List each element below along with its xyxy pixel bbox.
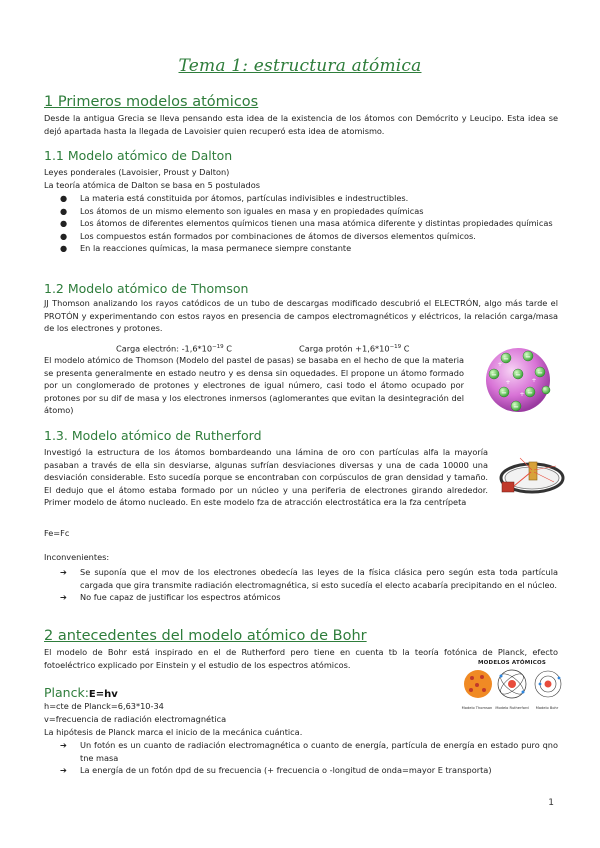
photon-item <box>44 764 558 777</box>
electron-charge-exponent: −19 <box>212 344 224 350</box>
planck-constant-line: h=cte de Planck=6,63*10-34 <box>44 701 164 711</box>
section-1-1-heading: 1.1 Modelo atómico de Dalton <box>44 148 233 163</box>
arrow-right-icon: ➔ <box>60 765 67 776</box>
dalton-postulate-text: En la reacciones químicas, la masa permanece siempre constante <box>80 243 352 254</box>
proton-charge-unit: C <box>403 343 410 354</box>
bullet-icon: ● <box>60 230 68 241</box>
atomic-models-image <box>460 660 564 720</box>
svg-text:+: + <box>497 361 503 368</box>
planck-hypothesis-line: La hipótesis de Planck marca el inicio de la mecánica cuántica. <box>44 727 303 737</box>
section-1-3-heading: 1.3. Modelo atómico de Rutherford <box>44 428 262 443</box>
inconvenientes-label: Inconvenientes: <box>44 552 110 562</box>
dalton-line-2: La teoría atómica de Dalton se basa en 5 postulados <box>44 180 261 190</box>
svg-text:−: − <box>503 355 509 363</box>
svg-text:−: − <box>491 371 497 379</box>
svg-text:−: − <box>525 353 531 361</box>
electron-charge-value: Carga electrón: -1,6*10 <box>116 343 213 354</box>
proton-charge-exponent: −19 <box>389 344 402 350</box>
svg-text:−: − <box>527 389 533 397</box>
dalton-postulate-text: Los átomos de un mismo elemento son iguales en masa y en propiedades químicas <box>80 205 424 216</box>
atomic-models-drawing <box>460 666 564 702</box>
planck-heading <box>44 682 118 701</box>
svg-text:−: − <box>501 389 507 397</box>
dalton-line-1: Leyes ponderales (Lavoisier, Proust y Dalton) <box>44 167 230 177</box>
bohr-paragraph: El modelo de Bohr está inspirado en el de Rutherford pero tiene en cuenta tb la teoría fotónica de Planck, efecto fotoeléctrico explicado por Einstein y el estudio de los espectros atómicos. <box>44 647 558 670</box>
model-label-bohr: Modelo Bohr <box>535 706 559 710</box>
atomic-models-title: MODELOS ATÓMICOS <box>478 660 546 666</box>
arrow-right-icon: ➔ <box>60 592 67 603</box>
planck-equation: E=hv <box>88 689 118 700</box>
proton-charge-value: Carga protón +1,6*10 <box>299 343 390 354</box>
svg-text:+: + <box>519 391 525 398</box>
arrow-right-icon: ➔ <box>60 740 67 750</box>
page-number: 1 <box>548 798 554 808</box>
thomson-atom-image <box>476 344 560 416</box>
photon-list <box>44 739 558 777</box>
dalton-postulate-text: La materia está constituida por átomos, partículas indivisibles e indestructibles. <box>80 193 409 203</box>
dalton-postulates-list <box>44 192 558 255</box>
bullet-icon: ● <box>60 218 68 229</box>
bullet-icon: ● <box>60 193 68 203</box>
dalton-postulate <box>44 192 558 205</box>
dalton-postulate <box>44 230 558 243</box>
planck-label: Planck: <box>44 685 89 700</box>
photon-item <box>44 739 558 764</box>
thomson-paragraph-1: JJ Thomson analizando los rayos catódicos de un tubo de descargas modificado descubrió el ELECTRÓN, algo más tarde el PROTÓN y experimentando con estos rayos en presencia de campos electromagnéticos y eléctricos, la relación carga/masa de los electrones y protones. <box>44 298 558 334</box>
svg-text:+: + <box>505 379 511 386</box>
atomic-models-labels <box>460 706 564 710</box>
section-2-heading: 2 antecedentes del modelo atómico de Bohr <box>44 628 367 644</box>
proton-charge <box>299 341 410 355</box>
electron-charge-unit: C <box>226 343 233 354</box>
photon-item-text: La energía de un fotón dpd de su frecuencia (+ frecuencia o -longitud de onda=mayor E transporta) <box>80 765 492 776</box>
arrow-right-icon: ➔ <box>60 567 67 577</box>
rutherford-inconveniente <box>44 566 558 591</box>
section-1-heading: 1 Primeros modelos atómicos <box>44 94 259 110</box>
page-title: Tema 1: estructura atómica <box>178 56 422 76</box>
rutherford-inconveniente-text: No fue capaz de justificar los espectros atómicos <box>80 592 281 603</box>
section-1-text: Desde la antigua Grecia se lleva pensando esta idea de la existencia de los átomos con Demócrito y Leucipo. Esta idea se dejó apartada hasta la llegada de Lavoisier quien recuperó esta idea de atomismo. <box>44 113 558 136</box>
dalton-postulate <box>44 217 558 230</box>
bullet-icon: ● <box>60 205 68 216</box>
section-1-2-heading: 1.2 Modelo atómico de Thomson <box>44 281 249 296</box>
frequency-line: v=frecuencia de radiación electromagnética <box>44 714 227 724</box>
svg-text:−: − <box>537 369 543 377</box>
rutherford-inconvenientes-list <box>44 566 558 604</box>
electron-charge <box>116 341 232 355</box>
svg-text:−: − <box>513 403 519 411</box>
rutherford-paragraph: Investigó la estructura de los átomos bombardeando una lámina de oro con partículas alfa la mayoría pasaban a través de ella sin desviarse, algunas sufrían desviaciones diversas y una de cada 10000 una desviación considerable. Esto sucedía porque se encontraban con corpúsculos de gran densidad y tamaño. El dedujo que el átomo estaba formado por un núcleo y una periferia de electrones girando alrededor. Primer modelo de átomo nucleado. En este modelo fza de atracción electrostática era la fza centrípeta <box>44 447 488 508</box>
model-label-rutherford: Modelo Rutherford <box>495 706 529 710</box>
model-label-thomson: Modelo Thomson <box>461 706 493 710</box>
dalton-postulate-text: Los átomos de diferentes elementos químicos tienen una masa atómica diferente y distintas propiedades químicas <box>80 218 553 229</box>
svg-text:−: − <box>515 371 521 379</box>
rutherford-inconveniente-text: Se suponía que el mov de los electrones obedecía las leyes de la física clásica pero según esta toda partícula cargada que gira transmite radiación electromagnética, si esto sucedía el electo acabaría precipitando en el núcleo. <box>80 567 558 590</box>
dalton-postulate-text: Los compuestos están formados por combinaciones de átomos de diversos elementos químicos. <box>80 230 476 241</box>
dalton-postulate <box>44 242 558 255</box>
svg-text:+: + <box>531 377 537 384</box>
bullet-icon: ● <box>60 243 68 254</box>
rutherford-formula: Fe=Fc <box>44 528 70 538</box>
photon-item-text: Un fotón es un cuanto de radiación electromagnética o cuanto de energía, partícula de energía en estado puro qno tne masa <box>80 740 558 763</box>
dalton-postulate <box>44 205 558 218</box>
thomson-paragraph-2: El modelo atómico de Thomson (Modelo del pastel de pasas) se basaba en el hecho de que la materia se presenta generalmente en estado neutro y es densa sin oquedades. El propone un átomo formado por un conglomerado de protones y electrones de igual número, casi todo el átomo ocupado por protones por su dif de masa y los electrones inmersos (aglomerantes que evitan la desintegración del átomo) <box>44 355 464 416</box>
rutherford-inconveniente <box>44 591 558 604</box>
rutherford-experiment-image <box>496 436 566 510</box>
